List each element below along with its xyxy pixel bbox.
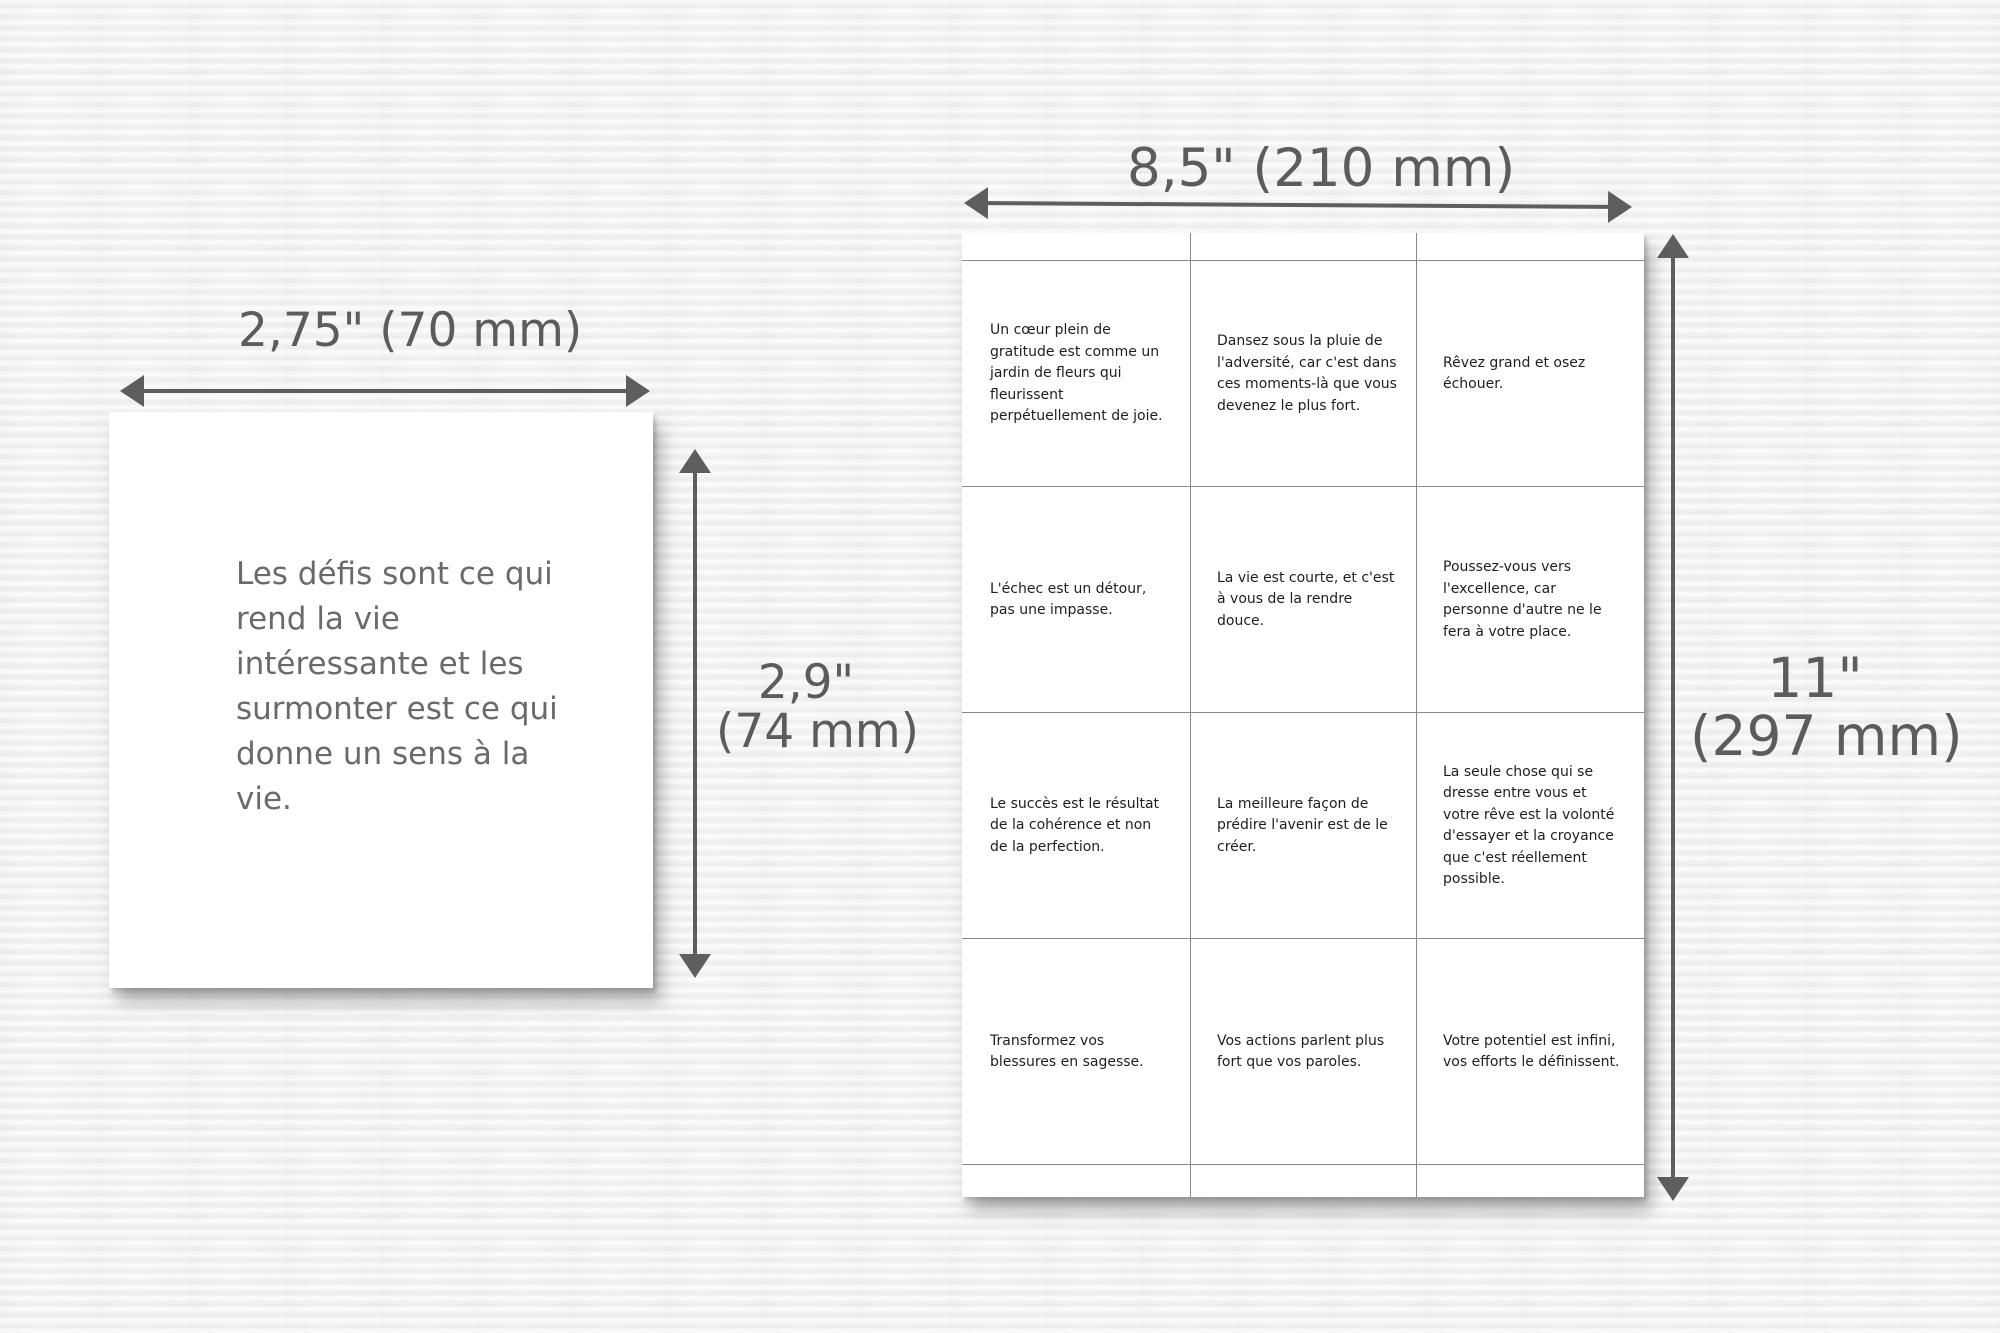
quote-cell: [964, 261, 1190, 487]
quote-text: Rêvez grand et osez échouer.: [1443, 354, 1586, 392]
quote-cell: [1191, 713, 1417, 939]
quote-text: Le succès est le résultat de la cohérence et non de la perfection.: [990, 795, 1160, 855]
quote-text: Dansez sous la pluie de l'adversité, car c'est dans ces moments-là que vous devenez le plus fort.: [1217, 333, 1397, 414]
card-sheet: [962, 233, 1644, 1197]
small-card-height-label-line1: 2,9": [757, 655, 855, 710]
quote-cell: [1191, 939, 1417, 1165]
small-card: [109, 412, 653, 988]
quote-text: Un cœur plein de gratitude est comme un jardin de fleurs qui fleurissent perpétuellement de joie.: [990, 322, 1163, 425]
quote-cell: [1417, 939, 1643, 1165]
quote-text: Votre potentiel est infini, vos efforts le définissent.: [1443, 1032, 1620, 1070]
small-card-width-label: 2,75" (70 mm): [238, 303, 583, 358]
quote-cell: [1417, 487, 1643, 713]
sheet-width-arrow: [968, 203, 1628, 207]
quote-text: La meilleure façon de prédire l'avenir est de le créer.: [1217, 795, 1388, 855]
sheet-height-label: [1690, 646, 1963, 768]
quote-cell: [964, 487, 1190, 713]
quote-text: Poussez-vous vers l'excellence, car personne d'autre ne le fera à votre place.: [1443, 559, 1602, 640]
quote-text: Transformez vos blessures en sagesse.: [990, 1032, 1144, 1070]
quote-cell: [1417, 261, 1643, 487]
quote-text: La seule chose qui se dresse entre vous et votre rêve est la volonté d'essayer et la croyance que c'est réellement possible.: [1443, 763, 1615, 887]
quote-text: Vos actions parlent plus fort que vos paroles.: [1217, 1032, 1385, 1070]
sheet-height-label-line1: 11": [1767, 646, 1863, 710]
quote-cell: [1191, 261, 1417, 487]
sheet-height-label-line2: (297 mm): [1690, 703, 1963, 768]
quote-cell: [1417, 713, 1643, 939]
quote-cell: [964, 939, 1190, 1165]
sheet-width-label: 8,5" (210 mm): [1127, 138, 1516, 199]
small-card-height-label-line2: (74 mm): [716, 704, 919, 760]
quote-cell: [1191, 487, 1417, 713]
quote-text: L'échec est un détour, pas une impasse.: [990, 580, 1147, 618]
small-card-height-label: [716, 655, 919, 760]
small-card-quote: Les défis sont ce qui rend la vie intéressante et les surmonter est ce qui donne un sens à la vie.: [236, 556, 558, 817]
quote-cell: [964, 713, 1190, 939]
quote-text: La vie est courte, et c'est à vous de la rendre douce.: [1217, 569, 1395, 629]
